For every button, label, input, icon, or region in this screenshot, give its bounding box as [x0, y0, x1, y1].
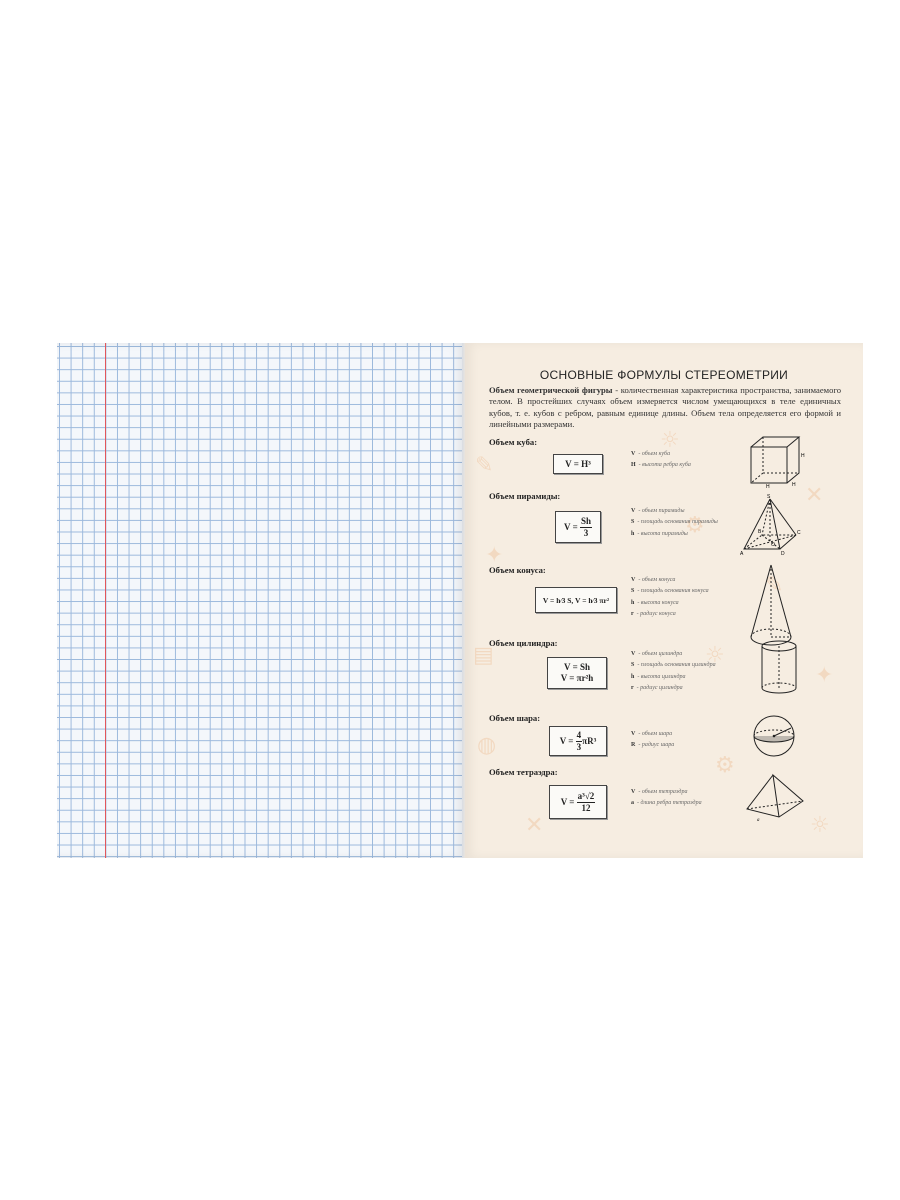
legend-item: S - площадь основания цилиндра: [631, 662, 716, 669]
intro-text: - количественная характеристика пространства, занимаемого телом. В простейших случаях объем измеряется числом умещающихся в теле единичных кубов, т. е. кубов с ребром, равным единице длины. Объем тела определяется его формой и линейными размерами.: [489, 385, 841, 429]
legend-item: V - объем куба: [631, 451, 671, 457]
pyramid-label: B: [758, 529, 762, 535]
pencil-icon: ✎: [765, 573, 784, 598]
gear-icon: ⚙: [685, 513, 705, 538]
legend-item: h - высота цилиндра: [631, 673, 686, 680]
pyramid-formula: V = $\frac{Sh}{3}$: [555, 511, 601, 543]
page-title: ОСНОВНЫЕ ФОРМУЛЫ СТЕРЕОМЕТРИИ: [539, 368, 789, 382]
sphere-legend: [631, 729, 674, 752]
tetrahedron-label: a: [757, 818, 760, 823]
pyramid-legend: [631, 506, 718, 540]
cylinder-formula: [547, 657, 607, 689]
star-icon: ✦: [485, 543, 504, 568]
legend-item: S - площадь основания конуса: [631, 588, 709, 595]
cube-formula: V = H³: [553, 454, 603, 474]
cone-heading: Объем конуса:: [489, 565, 546, 575]
pyramid-heading: Объем пирамиды:: [489, 491, 561, 501]
legend-item: V - объем шара: [631, 731, 673, 737]
legend-item: V - объем тетраэдра: [631, 789, 688, 795]
cylinder-legend: [631, 649, 716, 694]
cross-icon: ✕: [805, 483, 824, 508]
legend-item: r - радиус цилиндра: [631, 684, 683, 691]
legend-item: a - длина ребра тетраэдра: [631, 800, 702, 807]
legend-item: V - объем цилиндра: [631, 651, 683, 657]
pyramid-label: D: [781, 551, 785, 557]
legend-item: H - высота ребра куба: [631, 462, 691, 469]
cube-label: H: [792, 482, 796, 488]
cylinder-formula-line: V = Sh: [564, 662, 590, 672]
cylinder-heading: Объем цилиндра:: [489, 638, 558, 648]
margin-line: [105, 343, 106, 858]
cube-legend: [631, 449, 691, 472]
tetrahedron-formula: V = $\frac{\text{a³√2}}{12}$: [549, 785, 607, 819]
intro-term: Объем геометрической фигуры: [489, 385, 613, 395]
pyramid-label: C: [797, 530, 801, 536]
grid-page: [57, 343, 464, 858]
intro-paragraph: [489, 385, 841, 430]
cube-label: H: [766, 484, 770, 489]
pyramid-label: O: [771, 542, 775, 548]
cube-label: H: [801, 453, 805, 459]
pencil-icon: ✎: [475, 453, 494, 478]
cylinder-figure: [759, 638, 799, 698]
cross-icon: ✕: [525, 813, 544, 838]
cone-legend: [631, 575, 709, 620]
lightbulb-icon: ☼: [810, 813, 830, 838]
lightbulb-icon: ☼: [660, 428, 680, 453]
book-icon: ▤: [473, 643, 494, 668]
sphere-heading: Объем шара:: [489, 713, 541, 723]
tetrahedron-legend: [631, 787, 702, 810]
cube-heading: Объем куба:: [489, 437, 538, 447]
notebook-spread: [57, 343, 863, 858]
legend-item: h - высота конуса: [631, 599, 679, 606]
star-icon: ✦: [815, 663, 834, 688]
cylinder-formula-line: V = πr²h: [560, 673, 594, 683]
legend-item: S - площадь основания пирамиды: [631, 519, 718, 526]
pyramid-label: A: [740, 551, 744, 557]
gear-icon: ⚙: [715, 753, 735, 778]
lightbulb-icon: ☼: [705, 643, 725, 668]
legend-item: V - объем конуса: [631, 577, 676, 583]
pyramid-figure: [740, 493, 802, 557]
legend-item: h - высота пирамиды: [631, 530, 688, 537]
sphere-formula: V = $\frac{4}{3}$ πR³: [549, 726, 607, 756]
cone-formula: V = h⁄3 S, V = h⁄3 πr²: [535, 587, 617, 613]
sphere-figure: [751, 713, 797, 759]
legend-item: r - радиус конуса: [631, 610, 676, 617]
legend-item: R - радиус шара: [631, 742, 675, 749]
tetrahedron-heading: Объем тетраэдра:: [489, 767, 558, 777]
cube-figure: [747, 433, 807, 489]
tetrahedron-figure: [743, 771, 809, 823]
globe-icon: ◍: [477, 733, 497, 758]
formulas-page: [465, 343, 863, 858]
pyramid-label: S: [767, 494, 771, 500]
legend-item: V - объем пирамиды: [631, 508, 685, 514]
